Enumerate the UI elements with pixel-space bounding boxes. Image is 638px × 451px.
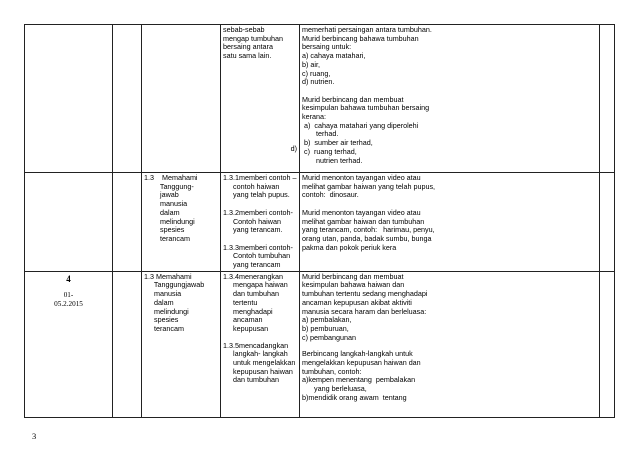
notes-cell [600, 271, 615, 417]
outcome-text: 1.3.4menerangkan mengapa haiwan dan tumbuhan tertentu menghadapi ancaman kepupusan [223, 271, 288, 333]
learning-outcome-cell [221, 271, 300, 417]
table-row [25, 173, 615, 272]
notes-cell [600, 25, 615, 173]
spacer-cell [113, 25, 142, 173]
outcome-text: sebab-sebab mengap tumbuhan bersaing antara satu sama lain. [223, 25, 283, 61]
table-row [25, 271, 615, 417]
week-cell [25, 25, 113, 173]
page-number: 3 [32, 431, 37, 441]
learning-outcome-cell [221, 173, 300, 272]
week-cell [25, 271, 113, 417]
outcome-text: 1.3.1memberi contoh – contoh haiwan yang telah pupus. 1.3.2memberi contoh- Contoh haiwan yang terancam. 1.3.3memberi contoh- Contoh tumbuhan yang terancam [223, 173, 297, 270]
week-number: 4 [66, 273, 71, 284]
outcome-text: 1.3.5mencadangkan langkah- langkah untuk mengelakkan kepupusan haiwan dan tumbuhan [223, 340, 296, 385]
learning-area-cell [142, 271, 221, 417]
table-row [25, 25, 615, 173]
activity-text: Murid berbincang dan membuat kesimpulan bahawa haiwan dan tumbuhan tertentu sedang menghadapi ancaman kepupusan akibat aktiviti manusia secara haram dan berleluasa: a) pembalakan, b) pemburuan, c) pembangunan [302, 271, 428, 342]
activity-text: Berbincang langkah-langkah untuk mengelakkan kepupusan haiwan dan tumbuhan, contoh: a)kempen menentang pembalakan yang berleluasa, b)mendidik orang awam tentang [302, 349, 421, 402]
learning-area-cell [142, 25, 221, 173]
week-cell [25, 173, 113, 272]
activity-text: memerhati persaingan antara tumbuhan. Murid berbincang bahawa tumbuhan bersaing untuk: a) cahaya matahari, b) air, c) ruang, d) nutrien. Murid berbincang dan membuat kesimpulan bahawa tumbuhan bersaing kerana: a) cahaya matahari yang diperolehi terhad. b) sumber air terhad, c) ruang terhad, nutrien terhad. [302, 25, 432, 165]
activity-cell [300, 173, 600, 272]
learning-area-cell [142, 173, 221, 272]
notes-cell [600, 173, 615, 272]
learning-outcome-cell [221, 25, 300, 173]
activity-text: Murid menonton tayangan video atau melihat gambar haiwan yang telah pupus, contoh: dinosaur. Murid menonton tayangan video atau melihat gambar haiwan dan tumbuhan yang terancam, contoh: harimau, penyu, orang utan, panda, badak sumbu, bunga pakma dan pokok periuk kera [302, 173, 436, 252]
lesson-plan-table [24, 24, 615, 418]
activity-cell [300, 271, 600, 417]
week-date-line-2: 05.2.2015 [54, 300, 83, 309]
learning-area-text: 1.3 Memahami Tanggung- jawab manusia dalam melindungi spesies terancam [144, 173, 198, 243]
learning-area-text: 1.3 Memahami Tanggungjawab manusia dalam melindungi spesies terancam [144, 271, 205, 333]
week-date-line-1: 01- [63, 291, 74, 300]
spacer-cell [113, 271, 142, 417]
spacer-cell [113, 173, 142, 272]
activity-cell [300, 25, 600, 173]
list-marker: d) [290, 143, 297, 153]
